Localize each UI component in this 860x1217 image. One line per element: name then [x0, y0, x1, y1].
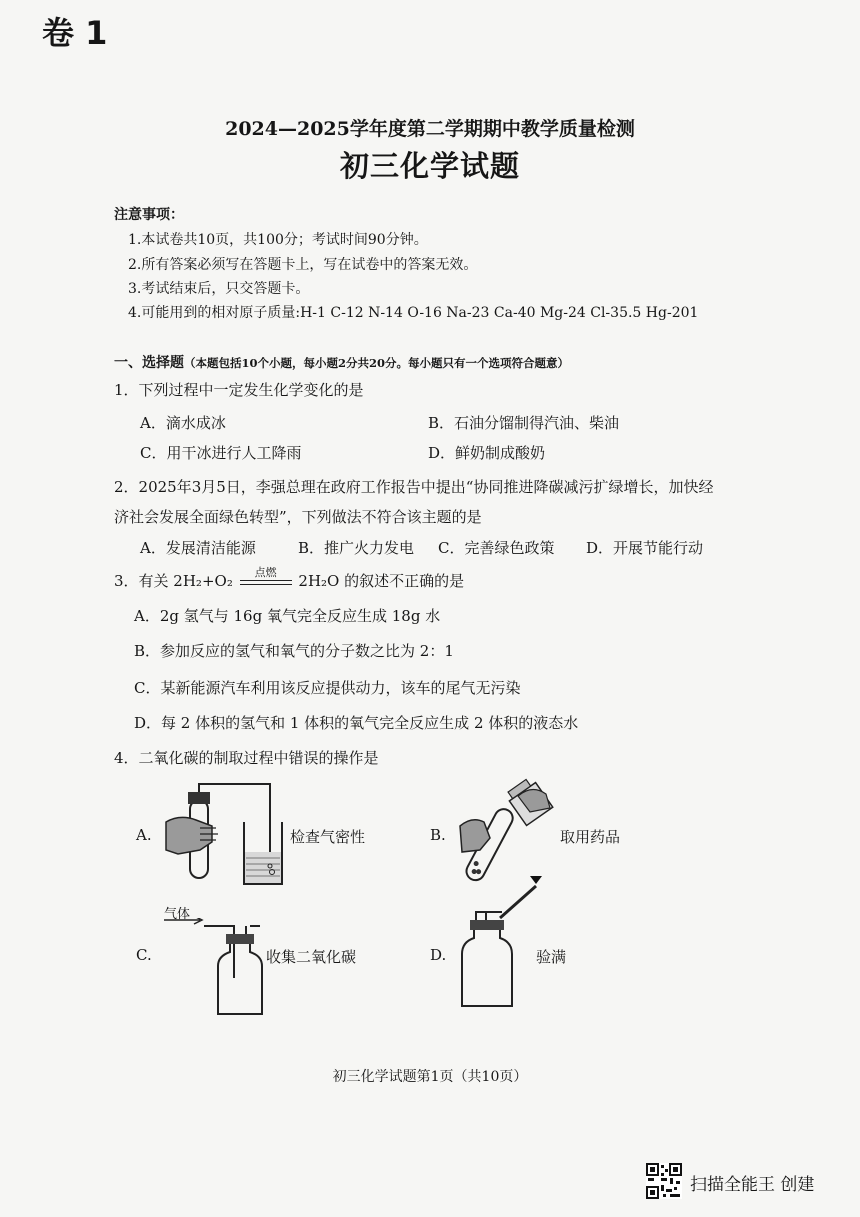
- q2-option-a: A．发展清洁能源: [140, 539, 256, 557]
- q3-option-a: A．2g 氢气与 16g 氧气完全反应生成 18g 水: [134, 607, 441, 625]
- q2-option-b: B．推广火力发电: [298, 539, 415, 557]
- airtightness-check-illustration: [160, 780, 290, 888]
- q4-option-c-letter: C.: [136, 946, 152, 964]
- q2-option-d: D．开展节能行动: [586, 539, 704, 557]
- note-item: 1.本试卷共10页，共100分；考试时间90分钟。: [128, 232, 428, 248]
- note-item: 3.考试结束后，只交答题卡。: [128, 281, 310, 297]
- note-item: 2.所有答案必须写在答题卡上，写在试卷中的答案无效。: [128, 257, 478, 273]
- check-full-illustration: [456, 872, 546, 1010]
- question-2-stem-line1: 2．2025年3月5日，李强总理在政府工作报告中提出“协同推进降碳减污扩绿增长，加快经: [114, 478, 714, 496]
- q4-option-b-caption: 取用药品: [560, 828, 621, 846]
- question-4-stem: 4．二氧化碳的制取过程中错误的操作是: [114, 749, 379, 767]
- q3-option-d: D．每 2 体积的氢气和 1 体积的氧气完全反应生成 2 体积的液态水: [134, 714, 579, 732]
- note-item: 4.可能用到的相对原子质量:H-1 C-12 N-14 O-16 Na-23 Ca-40 Mg-24 Cl-35.5 Hg-201: [128, 305, 699, 321]
- question-1-stem: 1．下列过程中一定发生化学变化的是: [114, 381, 364, 399]
- q3-stem-post: 2H₂O 的叙述不正确的是: [298, 572, 465, 590]
- section-title: 一、选择题: [114, 355, 184, 371]
- gas-label: 气体: [164, 907, 191, 922]
- q1-option-a: A．滴水成冰: [140, 414, 226, 432]
- q3-stem-pre: 3．有关 2H₂+O₂: [114, 572, 233, 590]
- question-3-stem: [114, 566, 465, 591]
- volume-label: 卷 1: [42, 14, 108, 52]
- q4-option-d-letter: D.: [430, 946, 447, 964]
- scanner-watermark: 扫描全能王 创建: [690, 1175, 815, 1195]
- q2-option-c: C．完善绿色政策: [438, 539, 555, 557]
- reaction-condition: 点燃: [254, 566, 277, 579]
- q4-option-b-letter: B.: [430, 826, 446, 844]
- q1-option-d: D．鲜奶制成酸奶: [428, 444, 546, 462]
- reaction-arrow: [238, 566, 294, 589]
- q4-option-d-caption: 验满: [536, 948, 567, 966]
- q3-option-b: B．参加反应的氢气和氧气的分子数之比为 2：1: [134, 642, 454, 660]
- q1-option-b: B．石油分馏制得汽油、柴油: [428, 414, 620, 432]
- q4-option-a-letter: A.: [136, 826, 152, 844]
- co2-collection-illustration: [160, 918, 270, 1018]
- subject-title: 初三化学试题: [339, 149, 520, 183]
- page-footer: 初三化学试题第1页（共10页）: [332, 1069, 528, 1085]
- q3-option-c: C．某新能源汽车利用该反应提供动力，该车的尾气无污染: [134, 679, 521, 697]
- q4-option-a-caption: 检查气密性: [290, 828, 366, 846]
- exam-title: 2024—2025学年度第二学期期中教学质量检测: [225, 118, 635, 140]
- section-heading: [114, 352, 569, 372]
- notes-heading: 注意事项：: [114, 207, 184, 223]
- qr-code-icon: [646, 1163, 682, 1199]
- q1-option-c: C．用干冰进行人工降雨: [140, 444, 302, 462]
- q4-option-c-caption: 收集二氧化碳: [266, 948, 357, 966]
- question-2-stem-line2: 济社会发展全面绿色转型”，下列做法不符合该主题的是: [114, 508, 482, 526]
- section-desc: （本题包括10个小题，每小题2分共20分。每小题只有一个选项符合题意）: [184, 356, 570, 370]
